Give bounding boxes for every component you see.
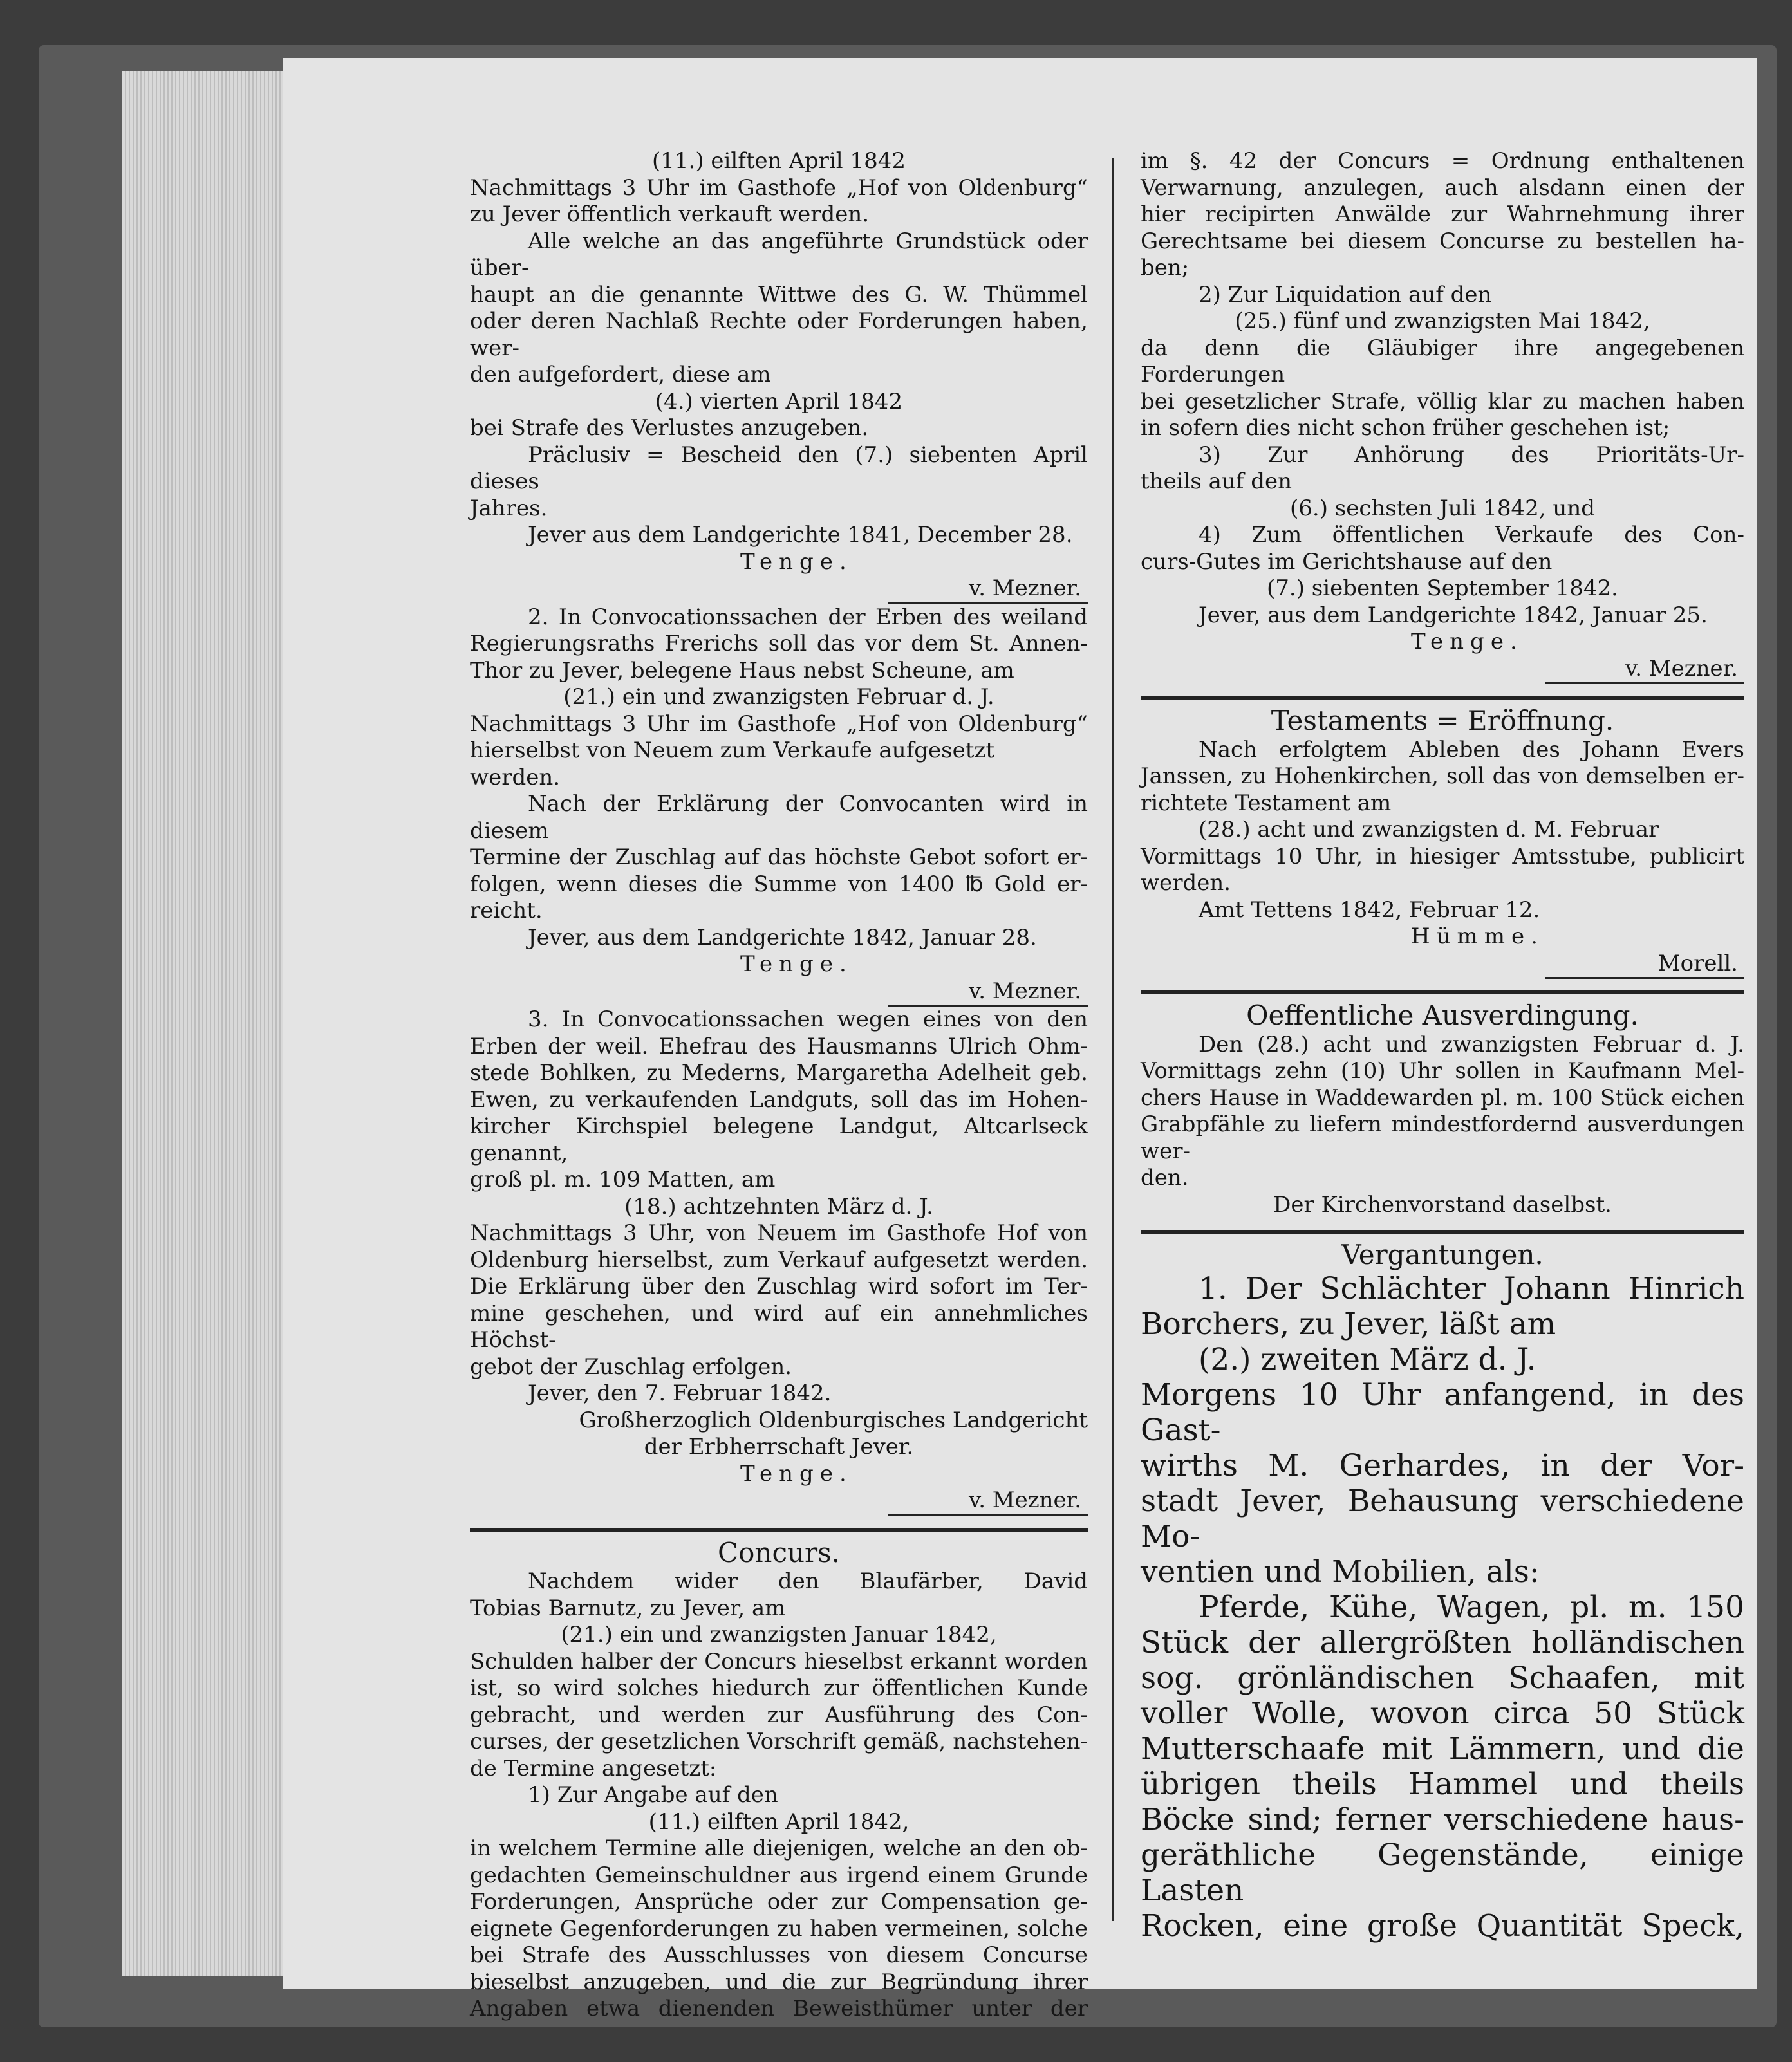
signature: Tenge.	[740, 548, 853, 575]
list-item: 2) Zur Liquidation auf den	[1199, 281, 1492, 308]
newspaper-page	[283, 58, 1757, 2021]
vergantung-notice	[1141, 1271, 1744, 1944]
text-line: Pferde, Kühe, Wagen, pl. m. 150	[1199, 1589, 1744, 1625]
text-line: Den (28.) acht und zwanzigsten Februar d. J.	[1199, 1031, 1744, 1057]
text-line: de Termine angesetzt:	[470, 1755, 717, 1781]
text-line: Morgens 10 Uhr anfangend, in des Gast-	[1141, 1377, 1744, 1448]
text-line: Schulden halber der Concurs hieselbst erkannt worden	[470, 1648, 1088, 1675]
text-line: zu Jever öffentlich verkauft werden.	[470, 201, 870, 227]
text-line: Jahres.	[470, 495, 548, 521]
text-line: Nach erfolgtem Ableben des Johann Evers	[1199, 736, 1744, 763]
text-line: ventien und Mobilien, als:	[1141, 1554, 1540, 1590]
date-line: (21.) ein und zwanzigsten Februar d. J.	[563, 684, 994, 710]
text-line: curs-Gutes im Gerichtshause auf den	[1141, 548, 1553, 575]
section-heading-testament: Testaments = Eröffnung.	[1271, 705, 1614, 736]
text-line: haupt an die genannte Wittwe des G. W. Thümmel	[470, 281, 1088, 308]
text-line: ist, so wird solches hiedurch zur öffentlichen Kunde	[470, 1675, 1088, 1701]
text-line: im §. 42 der Concurs = Ordnung enthaltenen	[1141, 148, 1744, 174]
signature: Tenge.	[740, 951, 853, 977]
text-line: stadt Jever, Behausung verschiedene Mo-	[1141, 1483, 1744, 1554]
text-line: Nachmittags 3 Uhr im Gasthofe „Hof von Oldenburg“	[470, 174, 1088, 201]
court-name: Großherzoglich Oldenburgisches Landgericht	[579, 1407, 1088, 1433]
text-line: Nachmittags 3 Uhr, von Neuem im Gasthofe Hof von	[470, 1220, 1088, 1246]
countersignature: v. Mezner.	[1545, 656, 1744, 685]
text-line: in welchem Termine alle diejenigen, welche an den ob-	[470, 1835, 1088, 1861]
text-line: Oldenburg hierselbst, zum Verkauf aufgesetzt werden.	[470, 1247, 1088, 1273]
text-line: den.	[1141, 1165, 1189, 1191]
section-heading-concurs: Concurs.	[717, 1536, 841, 1568]
text-line: voller Wolle, wovon circa 50 Stück	[1141, 1695, 1744, 1731]
section-heading-ausverdingung: Oeffentliche Ausverdingung.	[1246, 999, 1639, 1031]
countersignature: Morell.	[1545, 951, 1744, 980]
date-line: (11.) eilften April 1842,	[648, 1808, 910, 1835]
text-line: Regierungsraths Frerichs soll das vor dem St. Annen-	[470, 631, 1088, 656]
text-line: Verwarnung, anzulegen, auch alsdann einen der	[1141, 174, 1744, 201]
countersignature: v. Mezner.	[888, 575, 1088, 604]
text-line: mine geschehen, und wird auf ein annehmliches Höchst-	[470, 1300, 1088, 1353]
place-date: Jever, aus dem Landgerichte 1842, Januar 28.	[528, 924, 1037, 951]
text-line: Nachmittags 3 Uhr im Gasthofe „Hof von Oldenburg“	[470, 711, 1088, 737]
text-line: Vormittags 10 Uhr, in hiesiger Amtsstube, publicirt	[1141, 843, 1744, 869]
signature: Tenge.	[1411, 629, 1524, 655]
text-line: Ewen, zu verkaufenden Landguts, soll das im Hohen-	[470, 1086, 1088, 1113]
text-line: reicht.	[470, 898, 543, 924]
text-line: Janssen, zu Hohenkirchen, soll das von demselben er-	[1141, 763, 1744, 789]
text-line: Rocken, eine große Quantität Speck,	[1141, 1908, 1744, 1944]
text-line: hier recipirten Anwälde zur Wahrnehmung ihrer	[1141, 201, 1744, 227]
text-line: Gerechtsame bei diesem Concurse zu bestellen ha-	[1141, 228, 1744, 254]
page-stack-edges	[122, 71, 296, 1976]
text-line: gebracht, und werden zur Ausführung des Con-	[470, 1702, 1088, 1728]
section-rule	[1141, 990, 1744, 994]
signature: Hümme.	[1411, 924, 1544, 949]
text-line: Forderungen, Ansprüche oder zur Compensation ge-	[470, 1889, 1088, 1915]
text-line: theils auf den	[1141, 469, 1293, 494]
text-line: gedachten Gemeinschuldner aus irgend einem Grunde	[470, 1862, 1088, 1888]
signature: Der Kirchenvorstand daselbst.	[1273, 1191, 1612, 1218]
text-line: kircher Kirchspiel belegene Landgut, Altcarlseck genannt,	[470, 1113, 1088, 1166]
text-line: Stück der allergrößten holländischen	[1141, 1624, 1744, 1660]
text-line: ben;	[1141, 255, 1190, 281]
text-line: Die Erklärung über den Zuschlag wird sofort im Ter-	[470, 1274, 1088, 1299]
text-line: hierselbst von Neuem zum Verkaufe aufgesetzt werden.	[470, 738, 994, 790]
list-item: 4) Zum öffentlichen Verkaufe des Con-	[1199, 522, 1744, 548]
place-date: Jever aus dem Landgerichte 1841, December 28.	[528, 522, 1073, 548]
text-line: bieselbst anzugeben, und die zur Begründung ihrer	[470, 1969, 1088, 1995]
text-line: Nach der Erklärung der Convocanten wird in diesem	[470, 791, 1088, 844]
column-divider	[1112, 158, 1114, 1921]
right-column	[1141, 148, 1744, 1944]
text-line: Grabpfähle zu liefern mindestfordernd ausverdungen wer-	[1141, 1111, 1744, 1164]
section-rule	[470, 1528, 1088, 1532]
text-line: oder deren Nachlaß Rechte oder Forderungen haben, wer-	[470, 308, 1088, 361]
section-rule	[1141, 696, 1744, 700]
text-line: 2. In Convocationssachen der Erben des weiland	[528, 604, 1088, 630]
date-line: (7.) siebenten September 1842.	[1267, 575, 1618, 601]
text-line: chers Hause in Waddewarden pl. m. 100 Stück eichen	[1141, 1084, 1744, 1111]
text-line: Vormittags zehn (10) Uhr sollen in Kaufmann Mel-	[1141, 1058, 1744, 1084]
text-line: den aufgefordert, diese am	[470, 362, 771, 387]
text-line: richtete Testament am	[1141, 790, 1392, 816]
text-line: übrigen theils Hammel und theils	[1141, 1766, 1744, 1802]
list-item: 3) Zur Anhörung des Prioritäts-Ur-	[1199, 441, 1744, 468]
text-line: geräthliche Gegenstände, einige Lasten	[1141, 1837, 1744, 1908]
date-line: (25.) fünf und zwanzigsten Mai 1842,	[1235, 308, 1650, 334]
text-line: 3. In Convocationssachen wegen eines von den	[528, 1007, 1088, 1032]
text-line: bei gesetzlicher Strafe, völlig klar zu machen haben	[1141, 388, 1744, 414]
text-line: Thor zu Jever, belegene Haus nebst Scheune, am	[470, 657, 1014, 683]
text-line: Böcke sind; ferner verschiedene haus-	[1141, 1801, 1744, 1837]
section-heading-vergantungen: Vergantungen.	[1341, 1239, 1544, 1270]
date-line: (28.) acht und zwanzigsten d. M. Februar	[1199, 817, 1659, 842]
text-line: Borchers, zu Jever, läßt am	[1141, 1306, 1556, 1342]
signature: Tenge.	[740, 1460, 853, 1487]
place-date: Amt Tettens 1842, Februar 12.	[1199, 896, 1540, 923]
text-line: stede Bohlken, zu Mederns, Margaretha Adelheit geb.	[470, 1060, 1088, 1086]
court-name: der Erbherrschaft Jever.	[644, 1434, 914, 1460]
text-line: gebot der Zuschlag erfolgen.	[470, 1353, 792, 1380]
place-date: Jever, den 7. Februar 1842.	[528, 1380, 832, 1406]
text-line: 1. Der Schlächter Johann Hinrich	[1199, 1270, 1744, 1306]
text-line: Nachdem wider den Blaufärber, David	[528, 1568, 1088, 1594]
text-line: folgen, wenn dieses die Summe von 1400 ℔ Gold er-	[470, 871, 1088, 897]
text-line: Tobias Barnutz, zu Jever, am	[470, 1595, 786, 1621]
countersignature: v. Mezner.	[888, 1487, 1088, 1516]
text-line: Angaben etwa dienenden Beweisthümer unter der	[470, 1996, 1088, 2021]
text-line: Mutterschaafe mit Lämmern, und die	[1141, 1731, 1744, 1767]
text-line: wirths M. Gerhardes, in der Vor-	[1141, 1447, 1744, 1483]
text-line: werden.	[1141, 870, 1231, 896]
text-line: groß pl. m. 109 Matten, am	[470, 1167, 776, 1193]
text-line: da denn die Gläubiger ihre angegebenen Forderungen	[1141, 335, 1744, 387]
left-column	[470, 148, 1088, 2023]
countersignature: v. Mezner.	[888, 978, 1088, 1007]
text-line: in sofern dies nicht schon früher geschehen ist;	[1141, 415, 1670, 441]
text-line: eignete Gegenforderungen zu haben vermeinen, solche	[470, 1915, 1088, 1942]
list-item: 1) Zur Angabe auf den	[528, 1782, 778, 1808]
text-line: Erben der weil. Ehefrau des Hausmanns Ulrich Ohm-	[470, 1033, 1088, 1059]
text-line: bei Strafe des Ausschlusses von diesem Concurse	[470, 1942, 1088, 1968]
text-line: Termine der Zuschlag auf das höchste Gebot sofort er-	[470, 844, 1088, 870]
section-rule	[1141, 1230, 1744, 1234]
date-line: (11.) eilften April 1842	[651, 148, 906, 174]
date-line: (18.) achtzehnten März d. J.	[624, 1193, 933, 1220]
date-line: (4.) vierten April 1842	[655, 388, 903, 414]
text-line: Präclusiv = Bescheid den (7.) siebenten April dieses	[470, 441, 1088, 494]
text-line: bei Strafe des Verlustes anzugeben.	[470, 415, 869, 441]
date-line: (6.) sechsten Juli 1842, und	[1289, 495, 1595, 521]
text-line: curses, der gesetzlichen Vorschrift gemäß, nachstehen-	[470, 1729, 1088, 1754]
date-line: (21.) ein und zwanzigsten Januar 1842,	[561, 1622, 997, 1648]
place-date: Jever, aus dem Landgerichte 1842, Januar 25.	[1199, 602, 1708, 628]
text-line: sog. grönländischen Schaafen, mit	[1141, 1660, 1744, 1696]
date-line: (2.) zweiten März d. J.	[1199, 1341, 1536, 1377]
text-line: Alle welche an das angeführte Grundstück oder über-	[470, 228, 1088, 281]
